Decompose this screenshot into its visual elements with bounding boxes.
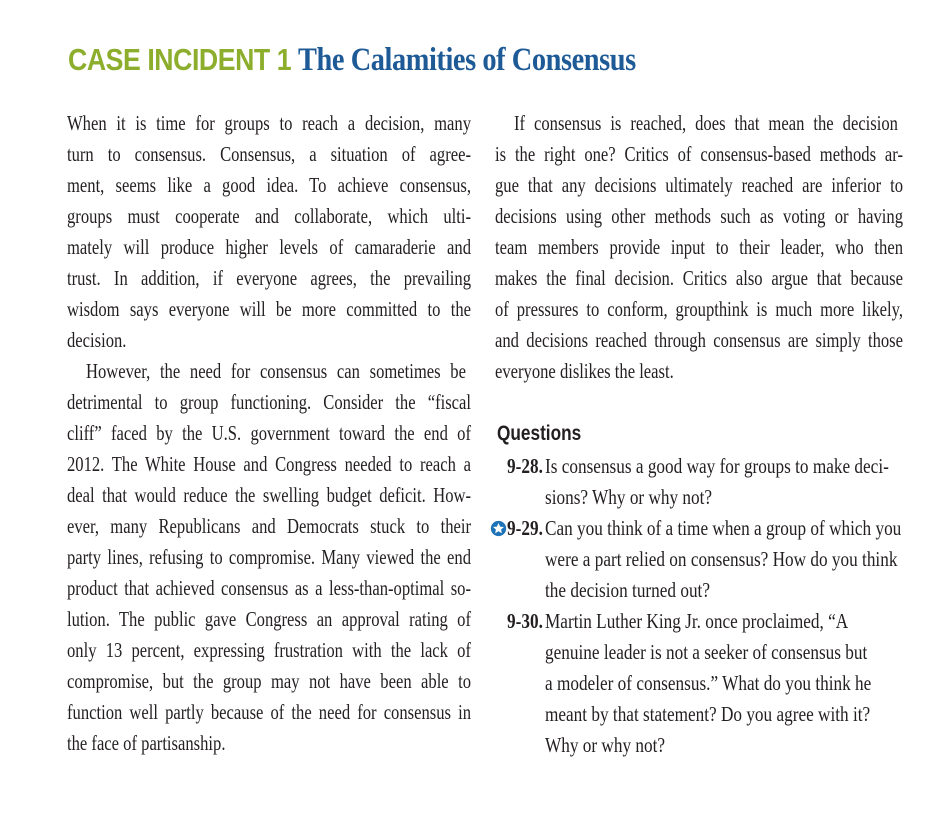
left-column	[67, 108, 471, 759]
question-number: 9-30.	[507, 609, 543, 633]
left-line: party lines, refusing to compromise. Many viewed the end	[67, 545, 471, 569]
question-line: Martin Luther King Jr. once proclaimed, “A	[545, 609, 849, 633]
left-line: lution. The public gave Congress an approval rating of	[67, 607, 471, 631]
left-line: compromise, but the group may not have been able to	[67, 669, 471, 693]
left-line: function well partly because of the need for consensus in	[67, 700, 471, 724]
left-line: product that achieved consensus as a less-than-optimal so-	[67, 576, 471, 600]
right-column	[495, 108, 903, 387]
right-line: and decisions reached through consensus are simply those	[495, 328, 903, 352]
left-line: decision.	[67, 328, 127, 352]
left-line: the face of partisanship.	[67, 731, 226, 755]
case-title: The Calamities of Consensus	[298, 42, 636, 78]
right-line: If consensus is reached, does that mean the decision	[513, 111, 898, 135]
question-line: were a part relied on consensus? How do you think	[545, 547, 898, 571]
question-line: genuine leader is not a seeker of consensus but	[545, 640, 868, 664]
questions-heading: Questions	[497, 422, 582, 445]
left-line: trust. In addition, if everyone agrees, the prevailing	[67, 266, 471, 290]
left-line: However, the need for consensus can sometimes be	[85, 359, 466, 383]
star-badge-icon	[490, 520, 507, 537]
left-line: groups must cooperate and collaborate, which ulti-	[67, 204, 471, 228]
question-line: the decision turned out?	[545, 578, 710, 602]
question-number: 9-28.	[507, 454, 543, 478]
left-line: wisdom says everyone will be more committed to the	[67, 297, 471, 321]
case-label: CASE INCIDENT 1	[68, 42, 292, 77]
question-line: Why or why not?	[545, 733, 666, 757]
question-line: a modeler of consensus.” What do you think he	[545, 671, 872, 695]
left-line: detrimental to group functioning. Consider the “fiscal	[67, 390, 471, 414]
right-line: makes the final decision. Critics also argue that because	[495, 266, 903, 290]
right-line: decisions using other methods such as voting or having	[495, 204, 903, 228]
right-line: team members provide input to their leader, who then	[495, 235, 903, 259]
right-line: gue that any decisions ultimately reached are inferior to	[495, 173, 903, 197]
question-number: 9-29.	[507, 516, 543, 540]
left-line: 2012. The White House and Congress needed to reach a	[67, 452, 471, 476]
question-line: sions? Why or why not?	[545, 485, 713, 509]
left-line: ment, seems like a good idea. To achieve consensus,	[67, 173, 471, 197]
left-line: cliff” faced by the U.S. government toward the end of	[67, 421, 471, 445]
left-line: turn to consensus. Consensus, a situation of agree-	[67, 142, 471, 166]
question-line: meant by that statement? Do you agree with it?	[545, 702, 871, 726]
left-line: When it is time for groups to reach a decision, many	[67, 111, 471, 135]
case-heading	[68, 44, 636, 77]
right-line: everyone dislikes the least.	[495, 359, 674, 383]
left-line: only 13 percent, expressing frustration with the lack of	[67, 638, 471, 662]
left-line: ever, many Republicans and Democrats stuck to their	[67, 514, 471, 538]
question-line: Can you think of a time when a group of which you	[545, 516, 902, 540]
right-line: of pressures to conform, groupthink is much more likely,	[495, 297, 903, 321]
left-line: deal that would reduce the swelling budget deficit. How-	[67, 483, 471, 507]
left-line: mately will produce higher levels of camaraderie and	[67, 235, 471, 259]
question-line: Is consensus a good way for groups to make deci-	[545, 454, 889, 478]
right-line: is the right one? Critics of consensus-based methods ar-	[495, 142, 903, 166]
